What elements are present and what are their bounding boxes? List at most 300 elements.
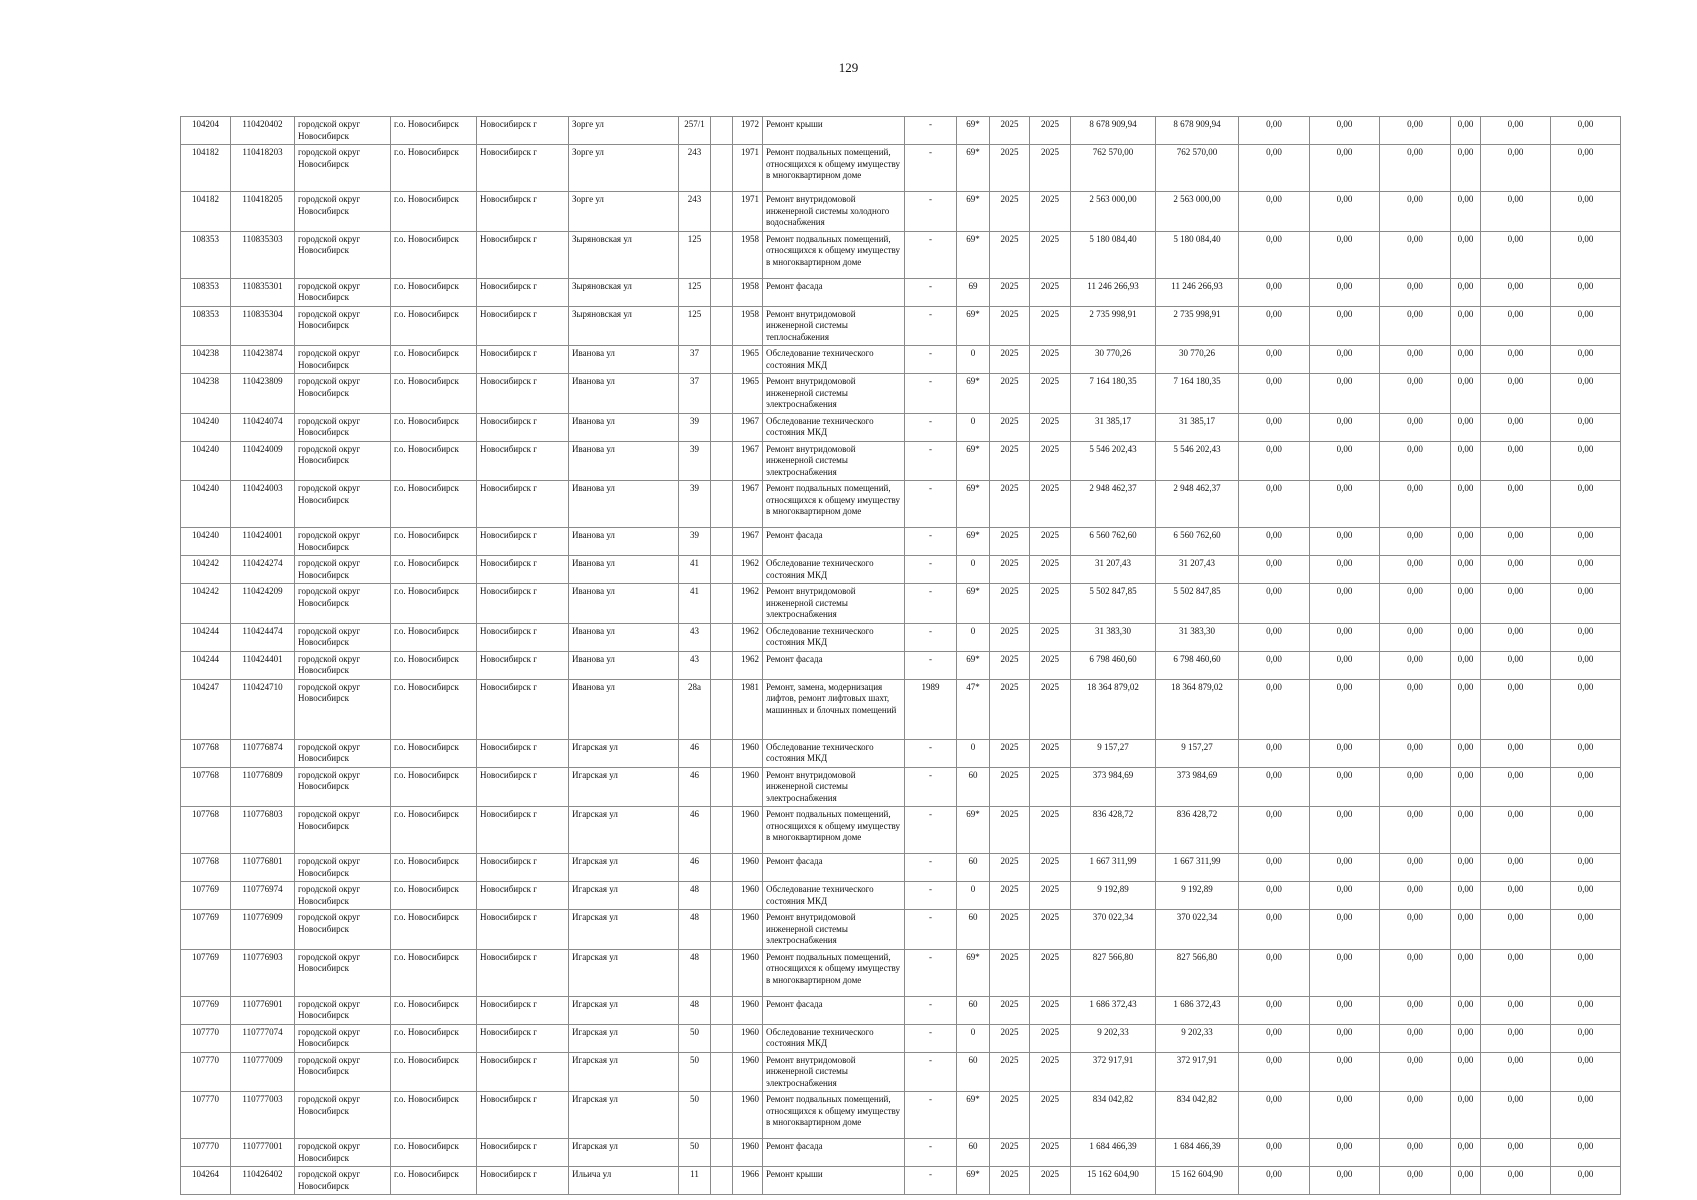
house-id-cell: 104264 (181, 1167, 231, 1195)
federal-funds-cell: 0,00 (1239, 306, 1310, 346)
year-built-cell: 1960 (733, 1052, 763, 1092)
table-row (181, 278, 1621, 306)
street-cell: Зорге ул (569, 145, 679, 192)
year-built-cell: 1960 (733, 739, 763, 767)
building-cell (711, 441, 733, 481)
other-funds-cell: 0,00 (1451, 739, 1481, 767)
total-cost-cell: 30 770,26 (1071, 346, 1156, 374)
house-number-cell: 48 (679, 882, 711, 910)
house-number-cell: 257/1 (679, 117, 711, 145)
municipality-cell: г.о. Новосибирск (391, 996, 477, 1024)
wear-percent-cell: 0 (957, 882, 990, 910)
other-funds-cell: 0,00 (1451, 145, 1481, 192)
table-row (181, 528, 1621, 556)
wear-percent-cell: 60 (957, 1052, 990, 1092)
street-cell: Иванова ул (569, 346, 679, 374)
extra-funds-cell: 0,00 (1551, 679, 1621, 739)
owner-funds-cell: 0,00 (1481, 192, 1551, 232)
building-cell (711, 192, 733, 232)
local-funds-cell: 0,00 (1380, 1092, 1451, 1139)
federal-funds-cell: 0,00 (1239, 528, 1310, 556)
fund-cost-cell: 5 502 847,85 (1156, 584, 1239, 624)
work-id-cell: 110776803 (231, 807, 295, 854)
house-id-cell: 104182 (181, 145, 231, 192)
owner-funds-cell: 0,00 (1481, 528, 1551, 556)
plan-year-end-cell: 2025 (1030, 413, 1071, 441)
city-cell: Новосибирск г (477, 1024, 569, 1052)
street-cell: Иванова ул (569, 374, 679, 414)
regional-funds-cell: 0,00 (1310, 374, 1380, 414)
regional-funds-cell: 0,00 (1310, 441, 1380, 481)
building-cell (711, 807, 733, 854)
federal-funds-cell: 0,00 (1239, 1092, 1310, 1139)
wear-percent-cell: 0 (957, 556, 990, 584)
regional-funds-cell: 0,00 (1310, 882, 1380, 910)
wear-percent-cell: 0 (957, 1024, 990, 1052)
municipality-cell: г.о. Новосибирск (391, 949, 477, 996)
plan-year-end-cell: 2025 (1030, 1167, 1071, 1195)
municipality-cell: г.о. Новосибирск (391, 441, 477, 481)
federal-funds-cell: 0,00 (1239, 117, 1310, 145)
wear-percent-cell: 69* (957, 306, 990, 346)
owner-funds-cell: 0,00 (1481, 651, 1551, 679)
work-type-cell: Ремонт внутридомовой инженерной системы холодного водоснабжения (763, 192, 905, 232)
plan-year-start-cell: 2025 (990, 1167, 1030, 1195)
year-built-cell: 1967 (733, 413, 763, 441)
city-cell: Новосибирск г (477, 231, 569, 278)
table-row (181, 117, 1621, 145)
building-cell (711, 346, 733, 374)
wear-percent-cell: 69* (957, 192, 990, 232)
fund-cost-cell: 11 246 266,93 (1156, 278, 1239, 306)
house-number-cell: 39 (679, 481, 711, 528)
plan-year-end-cell: 2025 (1030, 481, 1071, 528)
regional-funds-cell: 0,00 (1310, 306, 1380, 346)
work-type-cell: Ремонт внутридомовой инженерной системы электроснабжения (763, 374, 905, 414)
street-cell: Ильича ул (569, 1167, 679, 1195)
street-cell: Иванова ул (569, 623, 679, 651)
federal-funds-cell: 0,00 (1239, 807, 1310, 854)
table-row (181, 882, 1621, 910)
municipality-cell: г.о. Новосибирск (391, 192, 477, 232)
street-cell: Зыряновская ул (569, 278, 679, 306)
district-cell: городской округ Новосибирск (295, 528, 391, 556)
plan-year-start-cell: 2025 (990, 117, 1030, 145)
total-cost-cell: 5 180 084,40 (1071, 231, 1156, 278)
plan-year-end-cell: 2025 (1030, 910, 1071, 950)
house-id-cell: 104242 (181, 556, 231, 584)
fund-cost-cell: 1 686 372,43 (1156, 996, 1239, 1024)
owner-funds-cell: 0,00 (1481, 1024, 1551, 1052)
other-funds-cell: 0,00 (1451, 996, 1481, 1024)
local-funds-cell: 0,00 (1380, 413, 1451, 441)
year-built-cell: 1981 (733, 679, 763, 739)
fund-cost-cell: 7 164 180,35 (1156, 374, 1239, 414)
house-number-cell: 46 (679, 854, 711, 882)
extra-funds-cell: 0,00 (1551, 1024, 1621, 1052)
owner-funds-cell: 0,00 (1481, 556, 1551, 584)
total-cost-cell: 11 246 266,93 (1071, 278, 1156, 306)
work-id-cell: 110424209 (231, 584, 295, 624)
work-type-cell: Обследование технического состояния МКД (763, 556, 905, 584)
total-cost-cell: 5 546 202,43 (1071, 441, 1156, 481)
work-type-cell: Ремонт внутридомовой инженерной системы электроснабжения (763, 910, 905, 950)
district-cell: городской округ Новосибирск (295, 231, 391, 278)
other-funds-cell: 0,00 (1451, 1052, 1481, 1092)
owner-funds-cell: 0,00 (1481, 949, 1551, 996)
plan-year-end-cell: 2025 (1030, 374, 1071, 414)
work-type-cell: Ремонт крыши (763, 1167, 905, 1195)
municipality-cell: г.о. Новосибирск (391, 1167, 477, 1195)
table-row (181, 441, 1621, 481)
total-cost-cell: 2 735 998,91 (1071, 306, 1156, 346)
city-cell: Новосибирск г (477, 528, 569, 556)
federal-funds-cell: 0,00 (1239, 623, 1310, 651)
fund-cost-cell: 9 192,89 (1156, 882, 1239, 910)
federal-funds-cell: 0,00 (1239, 854, 1310, 882)
district-cell: городской округ Новосибирск (295, 117, 391, 145)
year-built-cell: 1967 (733, 481, 763, 528)
lift-year-cell: - (905, 1024, 957, 1052)
building-cell (711, 739, 733, 767)
federal-funds-cell: 0,00 (1239, 145, 1310, 192)
city-cell: Новосибирск г (477, 584, 569, 624)
street-cell: Зыряновская ул (569, 306, 679, 346)
building-cell (711, 306, 733, 346)
year-built-cell: 1967 (733, 528, 763, 556)
wear-percent-cell: 0 (957, 623, 990, 651)
total-cost-cell: 1 667 311,99 (1071, 854, 1156, 882)
total-cost-cell: 18 364 879,02 (1071, 679, 1156, 739)
wear-percent-cell: 60 (957, 854, 990, 882)
regional-funds-cell: 0,00 (1310, 192, 1380, 232)
plan-year-start-cell: 2025 (990, 481, 1030, 528)
house-number-cell: 43 (679, 623, 711, 651)
other-funds-cell: 0,00 (1451, 556, 1481, 584)
local-funds-cell: 0,00 (1380, 854, 1451, 882)
wear-percent-cell: 69* (957, 231, 990, 278)
federal-funds-cell: 0,00 (1239, 1024, 1310, 1052)
house-id-cell: 104244 (181, 623, 231, 651)
district-cell: городской округ Новосибирск (295, 910, 391, 950)
municipality-cell: г.о. Новосибирск (391, 1052, 477, 1092)
year-built-cell: 1960 (733, 1139, 763, 1167)
plan-year-start-cell: 2025 (990, 1024, 1030, 1052)
wear-percent-cell: 60 (957, 910, 990, 950)
house-number-cell: 11 (679, 1167, 711, 1195)
owner-funds-cell: 0,00 (1481, 117, 1551, 145)
fund-cost-cell: 2 563 000,00 (1156, 192, 1239, 232)
federal-funds-cell: 0,00 (1239, 651, 1310, 679)
federal-funds-cell: 0,00 (1239, 1052, 1310, 1092)
year-built-cell: 1962 (733, 556, 763, 584)
lift-year-cell: - (905, 481, 957, 528)
plan-year-start-cell: 2025 (990, 1139, 1030, 1167)
work-type-cell: Ремонт внутридомовой инженерной системы электроснабжения (763, 1052, 905, 1092)
federal-funds-cell: 0,00 (1239, 679, 1310, 739)
regional-funds-cell: 0,00 (1310, 949, 1380, 996)
federal-funds-cell: 0,00 (1239, 374, 1310, 414)
extra-funds-cell: 0,00 (1551, 374, 1621, 414)
other-funds-cell: 0,00 (1451, 528, 1481, 556)
federal-funds-cell: 0,00 (1239, 949, 1310, 996)
lift-year-cell: - (905, 374, 957, 414)
local-funds-cell: 0,00 (1380, 278, 1451, 306)
city-cell: Новосибирск г (477, 192, 569, 232)
other-funds-cell: 0,00 (1451, 949, 1481, 996)
house-id-cell: 107770 (181, 1024, 231, 1052)
lift-year-cell: - (905, 651, 957, 679)
plan-year-end-cell: 2025 (1030, 1092, 1071, 1139)
city-cell: Новосибирск г (477, 117, 569, 145)
local-funds-cell: 0,00 (1380, 996, 1451, 1024)
year-built-cell: 1962 (733, 623, 763, 651)
plan-year-end-cell: 2025 (1030, 739, 1071, 767)
building-cell (711, 623, 733, 651)
city-cell: Новосибирск г (477, 910, 569, 950)
wear-percent-cell: 69* (957, 807, 990, 854)
table-row (181, 374, 1621, 414)
municipality-cell: г.о. Новосибирск (391, 231, 477, 278)
extra-funds-cell: 0,00 (1551, 1052, 1621, 1092)
table-row (181, 739, 1621, 767)
work-id-cell: 110776809 (231, 767, 295, 807)
table-row (181, 346, 1621, 374)
municipality-cell: г.о. Новосибирск (391, 807, 477, 854)
building-cell (711, 481, 733, 528)
district-cell: городской округ Новосибирск (295, 949, 391, 996)
extra-funds-cell: 0,00 (1551, 996, 1621, 1024)
building-cell (711, 854, 733, 882)
local-funds-cell: 0,00 (1380, 306, 1451, 346)
extra-funds-cell: 0,00 (1551, 1167, 1621, 1195)
house-number-cell: 48 (679, 910, 711, 950)
plan-year-end-cell: 2025 (1030, 807, 1071, 854)
city-cell: Новосибирск г (477, 145, 569, 192)
wear-percent-cell: 69* (957, 1167, 990, 1195)
street-cell: Иванова ул (569, 584, 679, 624)
total-cost-cell: 7 164 180,35 (1071, 374, 1156, 414)
fund-cost-cell: 2 948 462,37 (1156, 481, 1239, 528)
lift-year-cell: - (905, 1139, 957, 1167)
other-funds-cell: 0,00 (1451, 623, 1481, 651)
municipality-cell: г.о. Новосибирск (391, 584, 477, 624)
municipality-cell: г.о. Новосибирск (391, 413, 477, 441)
other-funds-cell: 0,00 (1451, 278, 1481, 306)
work-id-cell: 110835303 (231, 231, 295, 278)
other-funds-cell: 0,00 (1451, 231, 1481, 278)
house-id-cell: 104244 (181, 651, 231, 679)
year-built-cell: 1960 (733, 949, 763, 996)
plan-year-start-cell: 2025 (990, 556, 1030, 584)
house-number-cell: 46 (679, 739, 711, 767)
street-cell: Зорге ул (569, 192, 679, 232)
other-funds-cell: 0,00 (1451, 882, 1481, 910)
total-cost-cell: 373 984,69 (1071, 767, 1156, 807)
plan-year-end-cell: 2025 (1030, 145, 1071, 192)
plan-year-end-cell: 2025 (1030, 346, 1071, 374)
owner-funds-cell: 0,00 (1481, 1052, 1551, 1092)
district-cell: городской округ Новосибирск (295, 996, 391, 1024)
building-cell (711, 767, 733, 807)
street-cell: Иванова ул (569, 556, 679, 584)
table-row (181, 192, 1621, 232)
extra-funds-cell: 0,00 (1551, 231, 1621, 278)
lift-year-cell: - (905, 278, 957, 306)
federal-funds-cell: 0,00 (1239, 1139, 1310, 1167)
city-cell: Новосибирск г (477, 1139, 569, 1167)
year-built-cell: 1962 (733, 584, 763, 624)
lift-year-cell: - (905, 145, 957, 192)
lift-year-cell: 1989 (905, 679, 957, 739)
house-id-cell: 107769 (181, 882, 231, 910)
regional-funds-cell: 0,00 (1310, 584, 1380, 624)
fund-cost-cell: 762 570,00 (1156, 145, 1239, 192)
federal-funds-cell: 0,00 (1239, 192, 1310, 232)
table-row (181, 231, 1621, 278)
work-type-cell: Обследование технического состояния МКД (763, 882, 905, 910)
city-cell: Новосибирск г (477, 996, 569, 1024)
fund-cost-cell: 5 180 084,40 (1156, 231, 1239, 278)
extra-funds-cell: 0,00 (1551, 854, 1621, 882)
city-cell: Новосибирск г (477, 623, 569, 651)
work-type-cell: Ремонт, замена, модернизация лифтов, ремонт лифтовых шахт, машинных и блочных помещений (763, 679, 905, 739)
plan-year-end-cell: 2025 (1030, 679, 1071, 739)
extra-funds-cell: 0,00 (1551, 278, 1621, 306)
local-funds-cell: 0,00 (1380, 910, 1451, 950)
lift-year-cell: - (905, 882, 957, 910)
work-id-cell: 110424474 (231, 623, 295, 651)
year-built-cell: 1960 (733, 1092, 763, 1139)
municipality-cell: г.о. Новосибирск (391, 145, 477, 192)
lift-year-cell: - (905, 231, 957, 278)
street-cell: Игарская ул (569, 882, 679, 910)
work-type-cell: Обследование технического состояния МКД (763, 346, 905, 374)
street-cell: Иванова ул (569, 441, 679, 481)
work-id-cell: 110418203 (231, 145, 295, 192)
house-number-cell: 41 (679, 556, 711, 584)
district-cell: городской округ Новосибирск (295, 767, 391, 807)
table-row (181, 1052, 1621, 1092)
extra-funds-cell: 0,00 (1551, 556, 1621, 584)
plan-year-start-cell: 2025 (990, 949, 1030, 996)
house-id-cell: 107770 (181, 1139, 231, 1167)
other-funds-cell: 0,00 (1451, 413, 1481, 441)
district-cell: городской округ Новосибирск (295, 413, 391, 441)
district-cell: городской округ Новосибирск (295, 346, 391, 374)
work-id-cell: 110776874 (231, 739, 295, 767)
city-cell: Новосибирск г (477, 441, 569, 481)
local-funds-cell: 0,00 (1380, 1052, 1451, 1092)
other-funds-cell: 0,00 (1451, 679, 1481, 739)
street-cell: Игарская ул (569, 949, 679, 996)
district-cell: городской округ Новосибирск (295, 854, 391, 882)
plan-year-start-cell: 2025 (990, 910, 1030, 950)
district-cell: городской округ Новосибирск (295, 679, 391, 739)
city-cell: Новосибирск г (477, 306, 569, 346)
total-cost-cell: 8 678 909,94 (1071, 117, 1156, 145)
owner-funds-cell: 0,00 (1481, 910, 1551, 950)
plan-year-start-cell: 2025 (990, 767, 1030, 807)
fund-cost-cell: 373 984,69 (1156, 767, 1239, 807)
municipality-cell: г.о. Новосибирск (391, 374, 477, 414)
district-cell: городской округ Новосибирск (295, 1052, 391, 1092)
municipality-cell: г.о. Новосибирск (391, 882, 477, 910)
municipality-cell: г.о. Новосибирск (391, 1092, 477, 1139)
work-type-cell: Ремонт фасада (763, 996, 905, 1024)
house-id-cell: 104240 (181, 481, 231, 528)
district-cell: городской округ Новосибирск (295, 441, 391, 481)
street-cell: Игарская ул (569, 1052, 679, 1092)
federal-funds-cell: 0,00 (1239, 278, 1310, 306)
work-id-cell: 110424003 (231, 481, 295, 528)
work-type-cell: Обследование технического состояния МКД (763, 739, 905, 767)
house-id-cell: 107770 (181, 1052, 231, 1092)
house-number-cell: 46 (679, 767, 711, 807)
extra-funds-cell: 0,00 (1551, 767, 1621, 807)
local-funds-cell: 0,00 (1380, 145, 1451, 192)
plan-year-start-cell: 2025 (990, 528, 1030, 556)
local-funds-cell: 0,00 (1380, 882, 1451, 910)
district-cell: городской округ Новосибирск (295, 306, 391, 346)
building-cell (711, 1052, 733, 1092)
total-cost-cell: 370 022,34 (1071, 910, 1156, 950)
other-funds-cell: 0,00 (1451, 192, 1481, 232)
local-funds-cell: 0,00 (1380, 807, 1451, 854)
lift-year-cell: - (905, 949, 957, 996)
federal-funds-cell: 0,00 (1239, 231, 1310, 278)
table-row (181, 949, 1621, 996)
building-cell (711, 145, 733, 192)
street-cell: Игарская ул (569, 807, 679, 854)
table-row (181, 651, 1621, 679)
extra-funds-cell: 0,00 (1551, 192, 1621, 232)
house-id-cell: 104240 (181, 528, 231, 556)
plan-year-start-cell: 2025 (990, 882, 1030, 910)
total-cost-cell: 834 042,82 (1071, 1092, 1156, 1139)
work-type-cell: Ремонт внутридомовой инженерной системы электроснабжения (763, 441, 905, 481)
plan-year-end-cell: 2025 (1030, 528, 1071, 556)
year-built-cell: 1960 (733, 1024, 763, 1052)
house-id-cell: 107768 (181, 807, 231, 854)
city-cell: Новосибирск г (477, 807, 569, 854)
municipality-cell: г.о. Новосибирск (391, 528, 477, 556)
house-number-cell: 50 (679, 1092, 711, 1139)
federal-funds-cell: 0,00 (1239, 556, 1310, 584)
total-cost-cell: 827 566,80 (1071, 949, 1156, 996)
plan-year-start-cell: 2025 (990, 651, 1030, 679)
district-cell: городской округ Новосибирск (295, 1139, 391, 1167)
other-funds-cell: 0,00 (1451, 767, 1481, 807)
district-cell: городской округ Новосибирск (295, 651, 391, 679)
work-id-cell: 110777003 (231, 1092, 295, 1139)
work-type-cell: Ремонт подвальных помещений, относящихся к общему имуществу в многоквартирном доме (763, 807, 905, 854)
plan-year-end-cell: 2025 (1030, 1139, 1071, 1167)
other-funds-cell: 0,00 (1451, 854, 1481, 882)
municipality-cell: г.о. Новосибирск (391, 278, 477, 306)
regional-funds-cell: 0,00 (1310, 739, 1380, 767)
work-type-cell: Ремонт подвальных помещений, относящихся к общему имуществу в многоквартирном доме (763, 1092, 905, 1139)
local-funds-cell: 0,00 (1380, 584, 1451, 624)
building-cell (711, 278, 733, 306)
federal-funds-cell: 0,00 (1239, 441, 1310, 481)
district-cell: городской округ Новосибирск (295, 481, 391, 528)
total-cost-cell: 9 157,27 (1071, 739, 1156, 767)
table-row (181, 145, 1621, 192)
regional-funds-cell: 0,00 (1310, 623, 1380, 651)
table-row (181, 413, 1621, 441)
owner-funds-cell: 0,00 (1481, 623, 1551, 651)
